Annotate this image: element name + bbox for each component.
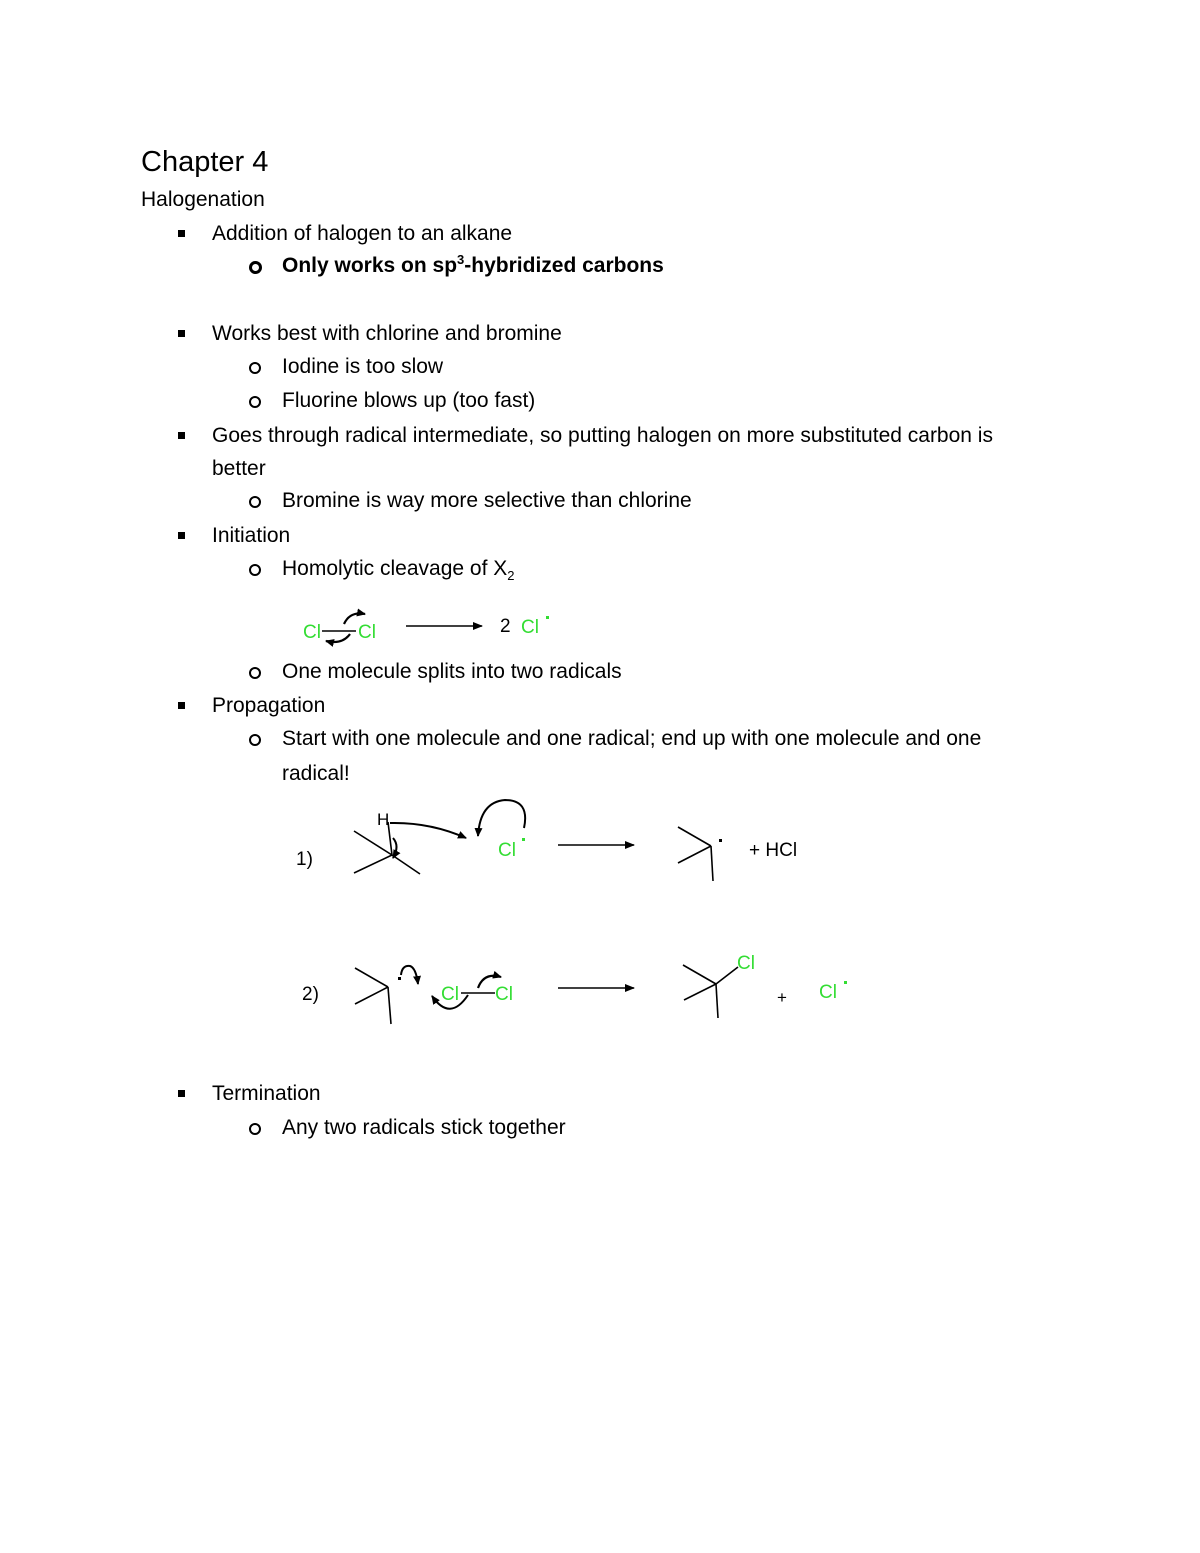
section-heading: Halogenation xyxy=(141,188,265,211)
propagation-step-2 xyxy=(302,953,847,1024)
coefficient-label: 2 xyxy=(500,616,511,637)
bond-line xyxy=(678,846,711,863)
bond-line xyxy=(711,846,713,881)
bond-line xyxy=(355,987,388,1004)
chlorine-label: Cl xyxy=(441,984,459,1005)
bond-line xyxy=(354,855,392,873)
sp3-text: Only works on sp xyxy=(282,254,458,277)
list-item: Addition of halogen to an alkane xyxy=(212,222,513,245)
chlorine-label: Cl xyxy=(498,840,516,861)
list-item: Propagation xyxy=(212,694,326,717)
chlorine-label: Cl xyxy=(358,622,376,643)
chlorine-label: Cl xyxy=(819,982,837,1003)
radical-dot xyxy=(844,981,847,984)
step-number: 1) xyxy=(296,849,313,870)
radical-dot xyxy=(719,839,722,842)
list-item: Initiation xyxy=(212,524,291,547)
sp3-superscript: 3 xyxy=(457,252,465,267)
chlorine-label: Cl xyxy=(521,617,539,638)
bond-line xyxy=(683,965,716,984)
fishhook-arrow xyxy=(478,800,525,836)
homolytic-subscript: 2 xyxy=(507,568,515,584)
radical-dot xyxy=(546,616,549,619)
list-item: Fluorine blows up (too fast) xyxy=(282,389,536,412)
list-item-continued: better xyxy=(212,457,266,480)
list-item-continued: radical! xyxy=(282,762,350,785)
hydrogen-label: H xyxy=(377,810,390,829)
list-item: Start with one molecule and one radical; end up with one molecule and one xyxy=(282,727,982,750)
list-item: Termination xyxy=(212,1082,321,1105)
list-item: One molecule splits into two radicals xyxy=(282,660,622,683)
step-number: 2) xyxy=(302,984,319,1005)
chlorine-label: Cl xyxy=(303,622,321,643)
bond-line xyxy=(354,831,392,855)
fishhook-arrow xyxy=(393,838,397,858)
chlorine-label: Cl xyxy=(495,984,513,1005)
plus-sign: + xyxy=(777,988,787,1007)
product-label: + HCl xyxy=(749,840,798,861)
fishhook-arrow xyxy=(401,966,418,984)
list-item: Works best with chlorine and bromine xyxy=(212,322,562,345)
list-item: Any two radicals stick together xyxy=(282,1116,566,1139)
fishhook-arrow xyxy=(326,634,350,642)
fishhook-arrow xyxy=(390,823,466,838)
bond-line xyxy=(716,967,738,984)
bond-line xyxy=(355,968,388,987)
bond-line xyxy=(716,984,718,1018)
chlorine-label: Cl xyxy=(737,953,755,974)
bond-line xyxy=(678,827,711,846)
homolytic-text: Homolytic cleavage of X xyxy=(282,557,508,580)
list-item: Iodine is too slow xyxy=(282,355,444,378)
page-title: Chapter 4 xyxy=(141,146,269,178)
sp3-text-end: -hybridized carbons xyxy=(464,254,664,277)
initiation-equation xyxy=(303,613,549,643)
radical-dot xyxy=(398,977,401,980)
bond-line xyxy=(388,987,391,1024)
propagation-step-1 xyxy=(296,800,797,881)
list-item: Goes through radical intermediate, so putting halogen on more substituted carbon is xyxy=(212,424,993,447)
bond-line xyxy=(392,855,420,874)
list-item: Bromine is way more selective than chlorine xyxy=(282,489,692,512)
bond-line xyxy=(684,984,716,1000)
radical-dot xyxy=(522,838,525,841)
